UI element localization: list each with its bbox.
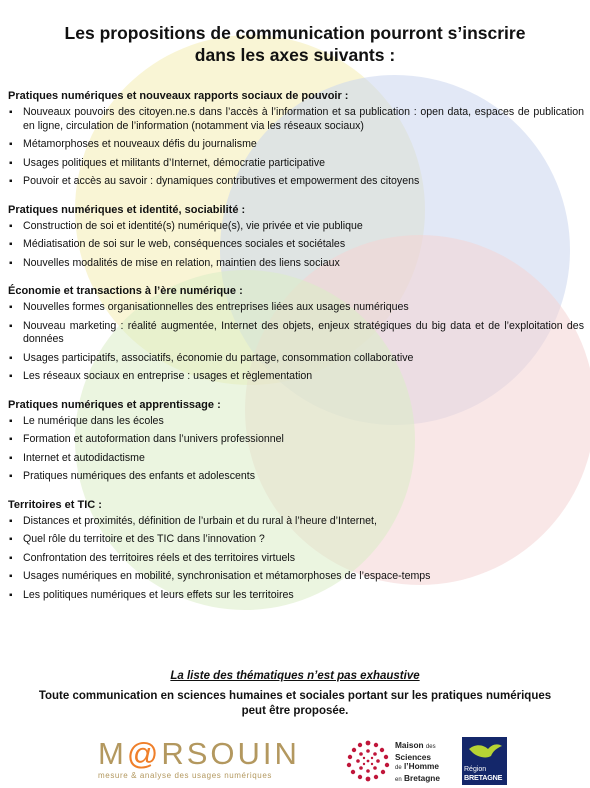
list-item (8, 352, 584, 366)
marsouin-tagline: mesure & analyse des usages numériques (98, 771, 272, 780)
section-apprentissage (8, 398, 584, 484)
bullet-icon: ▪ (9, 589, 13, 601)
item-text: Internet et autodidactisme (23, 451, 145, 464)
list-item (8, 415, 584, 429)
item-list (8, 515, 584, 603)
section-title: Pratiques numériques et identité, sociabilité : (8, 203, 246, 216)
mshb-word: Maison (395, 740, 424, 750)
bullet-icon: ▪ (9, 257, 13, 269)
footer-text (30, 689, 560, 719)
footer-line-1: Toute communication en sciences humaines et sociales portant sur les pratiques numériques (38, 690, 552, 702)
item-list (8, 106, 584, 189)
mshb-logo (345, 738, 455, 782)
bullet-icon: ▪ (9, 239, 13, 250)
list-item (8, 570, 584, 584)
list-item (8, 320, 584, 347)
bullet-icon: ▪ (9, 515, 13, 527)
list-item (8, 138, 584, 152)
list-item (8, 515, 584, 529)
mshb-word: de (395, 765, 402, 772)
bullet-icon: ▪ (9, 107, 13, 118)
region-bretagne-logo (462, 737, 507, 785)
item-text: Nouvelles formes organisationnelles des entreprises liées aux usages numériques (23, 301, 409, 313)
marsouin-letter-m: M (98, 736, 127, 771)
bullet-icon: ▪ (9, 534, 13, 545)
item-text: Usages politiques et militants d’Internet, démocratie participative (23, 156, 326, 169)
topics-list (8, 89, 584, 616)
bullet-icon: ▪ (9, 371, 13, 382)
section-title: Pratiques numériques et nouveaux rapports sociaux de pouvoir : (8, 90, 349, 102)
list-item (8, 175, 584, 189)
section-territoires (8, 498, 584, 603)
list-item (8, 452, 584, 466)
section-identite (8, 203, 584, 271)
section-economie (8, 284, 584, 384)
item-list (8, 220, 584, 271)
bullet-icon: ▪ (9, 452, 13, 464)
item-text: Métamorphoses et nouveaux défis du journalisme (23, 138, 257, 150)
list-item (8, 589, 584, 603)
page-title (10, 22, 580, 66)
non-exhaustive-note: La liste des thématiques n’est pas exhaustive (170, 670, 420, 682)
list-item (8, 157, 584, 171)
list-item (8, 533, 584, 547)
item-text: Les réseaux sociaux en entreprise : usages et règlementation (23, 370, 313, 382)
item-text: Construction de soi et identité(s) numérique(s), vie privée et vie publique (23, 219, 363, 232)
mshb-name (395, 741, 440, 785)
footer-line-2: peut être proposée. (241, 705, 349, 717)
bullet-icon: ▪ (9, 157, 13, 169)
mshb-word: des (425, 744, 436, 750)
title-line-1: Les propositions de communication pourront s’inscrire (64, 23, 526, 43)
mshb-word: l’Homme (404, 761, 440, 772)
item-text: Formation et autoformation dans l’univers professionnel (23, 433, 284, 445)
marsouin-name-rest: RSOUIN (161, 736, 300, 771)
item-text: Usages participatifs, associatifs, économie du partage, consommation collaborative (23, 351, 414, 364)
item-text: Nouveau marketing : réalité augmentée, Internet des objets, enjeux stratégiques du big data et de l’exploitation des données (23, 319, 584, 345)
marsouin-at-icon: @ (126, 736, 162, 771)
item-text: Nouvelles modalités de mise en relation, maintien des liens sociaux (23, 256, 340, 269)
section-title: Économie et transactions à l’ère numérique : (8, 285, 243, 297)
region-word: Région (464, 766, 487, 773)
region-word: BRETAGNE (464, 773, 503, 782)
list-item (8, 106, 584, 133)
marsouin-logo (98, 738, 328, 784)
item-text: Distances et proximités, définition de l’urbain et du rural à l’heure d’Internet, (23, 514, 377, 527)
mshb-word: Sciences (395, 751, 431, 762)
list-item (8, 470, 584, 484)
list-item (8, 220, 584, 234)
marsouin-wordmark (98, 738, 328, 770)
list-item (8, 552, 584, 566)
bullet-icon: ▪ (9, 552, 13, 564)
list-item (8, 257, 584, 271)
section-title: Pratiques numériques et apprentissage : (8, 398, 221, 411)
list-item (8, 370, 584, 384)
item-text: Le numérique dans les écoles (23, 414, 164, 427)
section-title: Territoires et TIC : (8, 498, 102, 511)
item-list (8, 301, 584, 384)
mshb-dots-icon (345, 738, 391, 782)
list-item (8, 433, 584, 447)
bullet-icon: ▪ (9, 176, 13, 187)
mshb-word: Bretagne (404, 772, 440, 783)
title-line-2: dans les axes suivants : (194, 45, 396, 65)
list-item (8, 238, 584, 252)
bullet-icon: ▪ (9, 415, 13, 427)
item-text: Pratiques numériques des enfants et adolescents (23, 470, 256, 482)
bullet-icon: ▪ (9, 434, 13, 445)
bullet-icon: ▪ (9, 471, 13, 482)
item-text: Quel rôle du territoire et des TIC dans l’innovation ? (23, 533, 265, 545)
item-text: Pouvoir et accès au savoir : dynamiques contributives et empowerment des citoyens (23, 175, 420, 187)
bullet-icon: ▪ (9, 352, 13, 364)
section-pouvoir (8, 89, 584, 189)
item-text: Les politiques numériques et leurs effets sur les territoires (23, 588, 294, 601)
bullet-icon: ▪ (9, 302, 13, 313)
bullet-icon: ▪ (9, 320, 13, 332)
item-list (8, 415, 584, 484)
item-text: Médiatisation de soi sur le web, conséquences sociales et sociétales (23, 238, 346, 250)
list-item (8, 301, 584, 315)
item-text: Confrontation des territoires réels et des territoires virtuels (23, 551, 296, 564)
region-name (464, 766, 505, 782)
mshb-word: en (395, 776, 402, 783)
bullet-icon: ▪ (9, 571, 13, 582)
bullet-icon: ▪ (9, 139, 13, 150)
item-text: Usages numériques en mobilité, synchronisation et métamorphoses de l’espace-temps (23, 570, 431, 582)
bullet-icon: ▪ (9, 220, 13, 232)
item-text: Nouveaux pouvoirs des citoyen.ne.s dans l’accès à l’information et sa publication : open data, espaces de publication en ligne, circulation de l’information (notamment via les réseaux sociaux) (23, 106, 584, 132)
